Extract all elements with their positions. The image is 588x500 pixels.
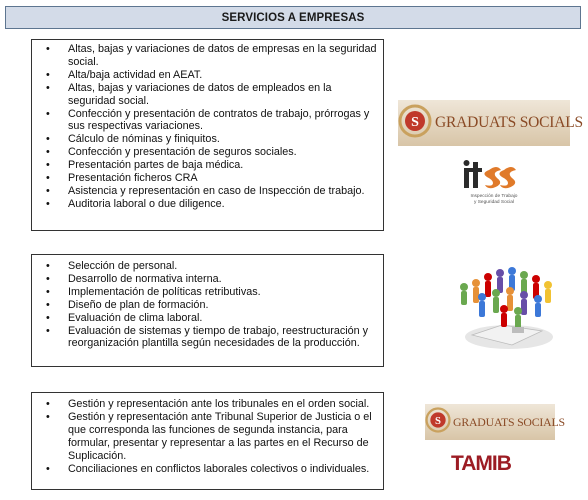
graduats-socials-logo (398, 100, 583, 146)
list-item: • Alta/baja actividad en AEAT. (68, 69, 377, 82)
list-item: • Conciliaciones en conflictos laborales colectivos o individuales. (68, 463, 377, 476)
services-list (32, 255, 383, 350)
itss-mark-icon (449, 156, 539, 190)
svg-text:S: S (435, 414, 441, 427)
itss-subtitle-line-1: Inspección de Trabajo (470, 194, 518, 199)
services-list (32, 393, 383, 475)
list-item: • Auditoria laboral o due diligence. (68, 198, 377, 211)
list-item: • Confección y presentación de contratos de trabajo, prórrogas y sus respectivas variaciones. (68, 108, 377, 134)
graduats-socials-emblem-icon (425, 404, 451, 441)
list-item: • Altas, bajas y variaciones de datos de empleados en la seguridad social. (68, 82, 377, 108)
list-item: • Asistencia y representación en caso de Inspección de trabajo. (68, 185, 377, 198)
graduats-socials-wordmark: GRADUATS SOCIALS (435, 114, 583, 131)
tamib-wordmark: TAMIB (451, 452, 511, 475)
itss-subtitle-line-2: y Seguridad Social (474, 200, 514, 205)
list-item: • Evaluación de clima laboral. (68, 312, 377, 325)
list-item: • Altas, bajas y variaciones de datos de empresas en la seguridad social. (68, 43, 377, 69)
itss-logo (449, 156, 539, 212)
list-item: • Evaluación de sistemas y tiempo de trabajo, reestructuración y reorganización plantilla según necesidades de la producción. (68, 325, 377, 351)
list-item: • Cálculo de nóminas y finiquitos. (68, 133, 377, 146)
graduats-socials-wordmark: GRADUATS SOCIALS (453, 414, 565, 429)
list-item: • Confección y presentación de seguros sociales. (68, 146, 377, 159)
list-item: • Implementación de políticas retributivas. (68, 286, 377, 299)
services-box-labor-management (31, 39, 384, 231)
list-item: • Selección de personal. (68, 260, 377, 273)
list-item: • Gestión y representación ante Tribunal Superior de Justicia o el que corresponda las funciones de segunda instancia, para formular, presentar y representar a las partes en el Recurso de Suplicación. (68, 411, 377, 463)
list-item: • Desarrollo de normativa interna. (68, 273, 377, 286)
list-item: • Gestión y representación ante los tribunales en el orden social. (68, 398, 377, 411)
tamib-logo (451, 452, 523, 478)
section-header (5, 6, 581, 29)
list-item: • Diseño de plan de formación. (68, 299, 377, 312)
list-item: • Presentación ficheros CRA (68, 172, 377, 185)
teamwork-people-puzzle-image (454, 265, 564, 355)
list-item: • Presentación partes de baja médica. (68, 159, 377, 172)
services-list (32, 40, 383, 211)
graduats-socials-logo (425, 404, 565, 440)
services-box-litigation (31, 392, 384, 490)
graduats-socials-emblem-icon (398, 101, 432, 146)
svg-text:S: S (411, 114, 419, 130)
section-title: SERVICIOS A EMPRESAS (221, 11, 365, 24)
services-box-human-resources (31, 254, 384, 367)
